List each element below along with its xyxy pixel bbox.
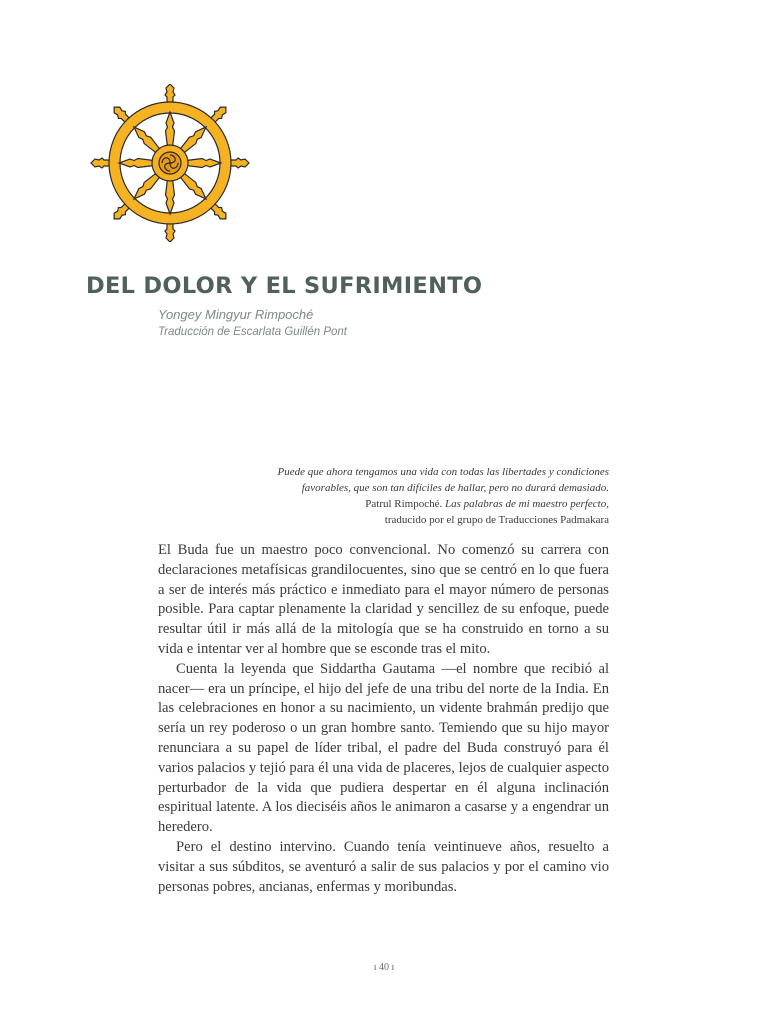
epigraph-line: Puede que ahora tengamos una vida con todas las libertades y condiciones	[277, 466, 609, 478]
epigraph-attribution	[179, 496, 609, 512]
paragraph: Pero el destino intervino. Cuando tenía veintinueve años, resuelto a visitar a sus súbditos, se aventuró a salir de sus palacios y por el camino vio personas pobres, ancianas, enfermas y moribundas.	[158, 838, 609, 895]
paragraph: Cuenta la leyenda que Siddartha Gautama —el nombre que recibió al nacer— era un príncipe, el hijo del jefe de una tribu del norte de la India. En las celebraciones en honor a su nacimiento, un vidente brahmán predijo que sería un rey poderoso o un gran hombre santo. Temiendo que su hijo mayor renunciara a su papel de líder tribal, el padre del Buda construyó para él varios palacios y tejió para él una vida de placeres, lejos de cualquier aspecto perturbador de la vida que pudiera despertar en él alguna inclinación espiritual latente. A los dieciséis años le animaron a casarse y a engendrar un heredero.	[158, 660, 609, 836]
epigraph-note: traducido por el grupo de Traducciones Padmakara	[384, 514, 609, 526]
epigraph-work: Las palabras de mi maestro perfecto,	[445, 498, 609, 510]
epigraph-line: favorables, que son tan difíciles de hallar, pero no durará demasiado.	[301, 482, 609, 494]
chapter-title: DEL DOLOR Y EL SUFRIMIENTO	[86, 273, 483, 299]
page-number-value: 40	[379, 962, 389, 973]
epigraph	[179, 464, 609, 528]
body-text	[158, 541, 609, 897]
translator-credit: Traducción de Escarlata Guillén Pont	[158, 326, 347, 338]
dharma-wheel-icon	[86, 84, 254, 242]
page-number: ı 40 ı	[373, 962, 395, 973]
paragraph: El Buda fue un maestro poco convencional. No comenzó su carrera con declaraciones metafísicas grandilocuentes, sino que se centró en lo que fuera a ser de interés más práctico e inmediato para el mayor número de personas posible. Para captar plenamente la claridad y sencillez de su enfoque, puede resultar útil ir más allá de la mitología que se ha construido en torno a su vida e intentar ver al hombre que se esconde tras el mito.	[158, 542, 609, 657]
epigraph-author: Patrul Rimpoché.	[365, 498, 443, 510]
author-name: Yongey Mingyur Rimpoché	[158, 307, 314, 322]
